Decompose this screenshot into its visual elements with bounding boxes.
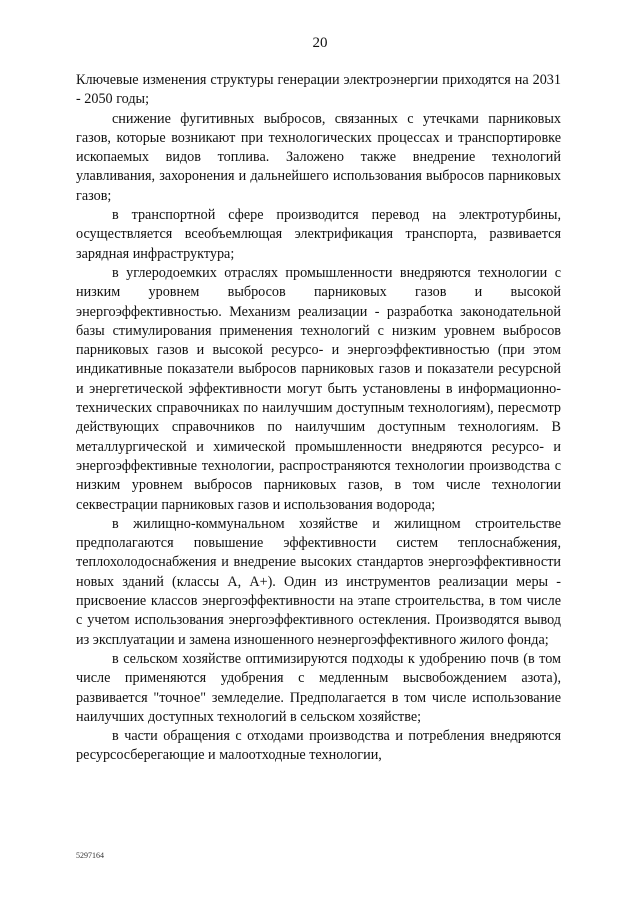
paragraph-housing: в жилищно-коммунальном хозяйстве и жилищном строительстве предполагаются повышение эффективности систем теплоснабжения, теплохолодоснабжения и внедрение высоких стандартов энергоэффективности новых зданий (классы А, А+). Один из инструментов реализации меры - присвоение классов энергоэффективности на этапе строительства, в том числе с учетом использования энергоэффективного остекления. Производятся вывод из эксплуатации и замена изношенного неэнергоэффективного жилого фонда; bbox=[76, 515, 561, 648]
paragraph-generation-changes: Ключевые изменения структуры генерации электроэнергии приходятся на 2031 - 2050 годы; bbox=[76, 72, 561, 108]
paragraph-waste: в части обращения с отходами производства и потребления внедряются ресурсосберегающие и малоотходные технологии, bbox=[76, 728, 561, 764]
body-text bbox=[76, 71, 561, 766]
paragraph-agriculture: в сельском хозяйстве оптимизируются подходы к удобрению почв (в том числе применяются удобрения с медленным высвобождением азота), развивается "точное" земледелие. Предполагается в том числе использование наилучших доступных технологий в сельском хозяйстве; bbox=[76, 650, 561, 725]
paragraph-transport: в транспортной сфере производится перевод на электротурбины, осуществляется всеобъемлющая электрификация транспорта, развивается зарядная инфраструктура; bbox=[76, 207, 561, 262]
paragraph-industry: в углеродоемких отраслях промышленности внедряются технологии с низким уровнем выбросов парниковых газов и высокой энергоэффективностью. Механизм реализации - разработка законодательной базы стимулирования применения технологий с низким уровнем выбросов парниковых газов и высокой ресурсо- и энергоэффективностью (при этом индикативные показатели выбросов парниковых газов и показатели ресурсной и энергетической эффективности могут быть установлены в информационно-технических справочниках по наилучшим доступным технологиям), пересмотр действующих справочников по наилучшим доступным технологиям. В металлургической и химической промышленности внедряются ресурсо- и энергоэффективные технологии, распространяются технологии производства с низким уровнем выбросов парниковых газов, в том числе технологии секвестрации парниковых газов и использования водорода; bbox=[76, 264, 561, 513]
page-number: 20 bbox=[312, 35, 328, 51]
paragraph-fugitive-emissions: снижение фугитивных выбросов, связанных с утечками парниковых газов, которые возникают при технологических процессах и транспортировке ископаемых видов топлива. Заложено также внедрение технологий улавливания, захоронения и дальнейшего использования выбросов парниковых газов; bbox=[76, 110, 561, 204]
document-code: 5297164 bbox=[76, 851, 104, 860]
